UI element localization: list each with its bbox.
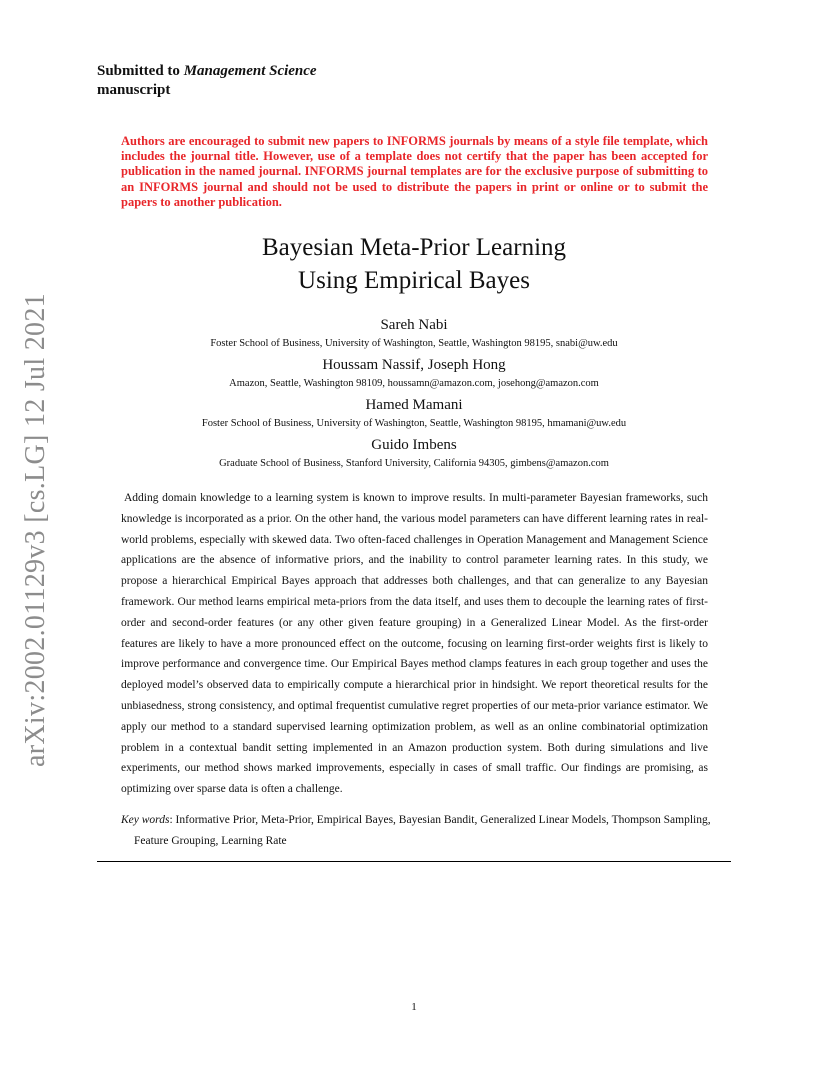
informs-notice: Authors are encouraged to submit new papers to INFORMS journals by means of a style file template, which includes the journal title. However, use of a template does not certify that the paper has been accepted for publication in the named journal. INFORMS journal templates are for the exclusive purpose of submitting to an INFORMS journal and should not be used to distribute the papers in print or online or to submit the papers to another publication. <box>121 134 708 209</box>
header-block <box>97 62 317 100</box>
submitted-prefix: Submitted to <box>97 63 184 79</box>
author-name: Hamed Mamani <box>365 397 463 413</box>
author-entry <box>0 396 828 431</box>
author-affiliation: Graduate School of Business, Stanford University, California 94305, gimbens@amazon.com <box>219 458 609 469</box>
author-entry <box>0 436 828 471</box>
author-affiliation: Foster School of Business, University of Washington, Seattle, Washington 98195, snabi@uw.edu <box>210 338 618 349</box>
author-entry <box>0 356 828 391</box>
author-affiliation: Amazon, Seattle, Washington 98109, houssamn@amazon.com, josehong@amazon.com <box>229 378 599 389</box>
keywords <box>121 810 721 852</box>
author-entry <box>0 316 828 351</box>
horizontal-rule <box>97 861 731 862</box>
title-line-2: Using Empirical Bayes <box>298 267 530 294</box>
author-name: Guido Imbens <box>371 437 457 453</box>
author-name: Sareh Nabi <box>380 317 448 333</box>
author-affiliation: Foster School of Business, University of Washington, Seattle, Washington 98195, hmamani@uw.edu <box>201 418 627 429</box>
title-line-1: Bayesian Meta-Prior Learning <box>261 234 567 261</box>
arxiv-stamp: arXiv:2002.01129v3 [cs.LG] 12 Jul 2021 <box>20 293 51 767</box>
keywords-text: Informative Prior, Meta-Prior, Empirical Bayes, Bayesian Bandit, Generalized Linear Models, Thompson Sampling, Feature Grouping, Learning Rate <box>134 814 711 847</box>
abstract: Adding domain knowledge to a learning system is known to improve results. In multi-parameter Bayesian frameworks, such knowledge is incorporated as a prior. On the other hand, the various model parameters can have different learning rates in real-world problems, especially with skewed data. Two often-faced challenges in Operation Management and Management Science applications are the absence of informative priors, and the inability to control parameter learning rates. In this study, we propose a hierarchical Empirical Bayes approach that addresses both challenges, and that can generalize to any Bayesian framework. Our method learns empirical meta-priors from the data itself, and uses them to decouple the learning rates of first-order and second-order features (or any other given feature grouping) in a Generalized Linear Model. As the first-order features are likely to have a more pronounced effect on the outcome, focusing on learning first-order weights first is likely to improve performance and convergence time. Our Empirical Bayes method clamps features in each group together and uses the deployed model’s observed data to empirically compute a hierarchical prior in hindsight. We report theoretical results for the unbiasedness, strong consistency, and optimal frequentist cumulative regret properties of our meta-prior variance estimator. We apply our method to a standard supervised learning optimization problem, as well as an online combinatorial optimization problem in a contextual bandit setting implemented in an Amazon production system. Both during simulations and live experiments, our method shows marked improvements, especially in cases of small traffic. Our findings are promising, as optimizing over sparse data is often a challenge. <box>121 492 708 796</box>
page-number: 1 <box>411 1001 417 1013</box>
paper-title <box>0 231 828 297</box>
journal-name: Management Science <box>183 63 317 79</box>
keywords-label: Key words <box>121 814 170 826</box>
author-name: Houssam Nassif, Joseph Hong <box>322 357 506 373</box>
submission-line <box>97 62 317 81</box>
keywords-separator: : <box>169 814 176 826</box>
manuscript-label: manuscript <box>97 82 171 98</box>
